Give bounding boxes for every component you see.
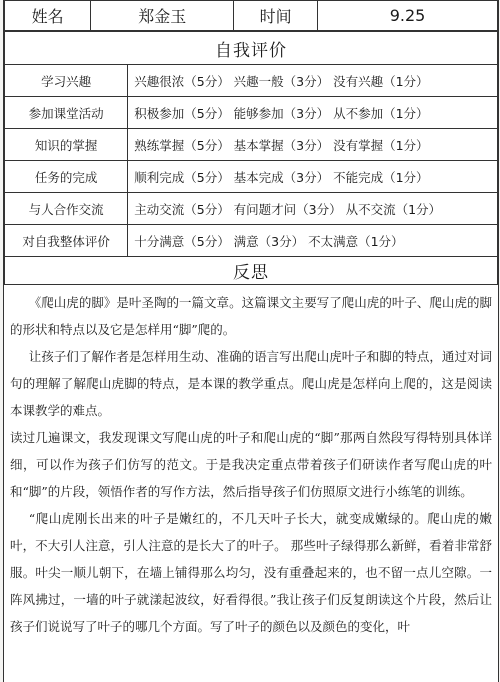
criteria-options: 兴趣很浓（5分） 兴趣一般（3分） 没有兴趣（1分） [128,65,498,97]
self-evaluation-title-row [5,32,498,65]
time-value: 9.25 [318,1,498,31]
criteria-label: 任务的完成 [5,161,128,193]
time-label: 时间 [234,1,318,31]
header-table [4,0,498,31]
evaluation-sheet [3,0,499,682]
reflection-paragraph: 让孩子们了解作者是怎样用生动、准确的语言写出爬山虎叶子和脚的特点，通过对词句的理解了解爬山虎脚的特点，是本课的教学重点。爬山虎是怎样向上爬的，这是阅读本课教学的难点。 [10,349,492,418]
name-label: 姓名 [5,1,91,31]
reflection-paragraph: 读过几遍课文，我发现课文写爬山虎的叶子和爬山虎的“脚”那两自然段写得特别具体详细，可以作为孩子们仿写的范文。于是我决定重点带着孩子们研读作者写爬山虎的叶和“脚”的片段，领悟作者的写作方法，然后指导孩子们仿照原文进行小练笔的训练。 [10,430,492,499]
criteria-row [5,97,498,129]
criteria-options: 顺利完成（5分） 基本完成（3分） 不能完成（1分） [128,161,498,193]
criteria-row [5,65,498,97]
reflection-paragraph: 《爬山虎的脚》是叶圣陶的一篇文章。这篇课文主要写了爬山虎的叶子、爬山虎的脚的形状和特点以及它是怎样用“脚”爬的。 [10,295,492,337]
criteria-label: 学习兴趣 [5,65,128,97]
reflection-title-row [5,257,498,285]
criteria-row [5,129,498,161]
criteria-row [5,161,498,193]
criteria-options: 积极参加（5分） 能够参加（3分） 从不参加（1分） [128,97,498,129]
criteria-row [5,193,498,225]
header-row [5,1,498,31]
reflection-paragraph: “爬山虎刚长出来的叶子是嫩红的，不几天叶子长大，就变成嫩绿的。爬山虎的嫩叶，不大引人注意，引人注意的是长大了的叶子。 那些叶子绿得那么新鲜，看着非常舒服。叶尖一顺儿朝下，在墙上铺得那么均匀，没有重叠起来的，也不留一点儿空隙。一阵风拂过，一墙的叶子就漾起波纹，好看得很。”我让孩子们反复朗读这个片段，然后让孩子们说说写了叶子的哪几个方面。写了叶子的颜色以及颜色的变化，叶 [10,511,492,634]
criteria-label: 知识的掌握 [5,129,128,161]
criteria-label: 与人合作交流 [5,193,128,225]
criteria-label: 对自我整体评价 [5,225,128,257]
criteria-options: 熟练掌握（5分） 基本掌握（3分） 没有掌握（1分） [128,129,498,161]
criteria-options: 十分满意（5分） 满意（3分） 不太满意（1分） [128,225,498,257]
self-evaluation-table [4,31,498,285]
criteria-label: 参加课堂活动 [5,97,128,129]
criteria-row [5,225,498,257]
reflection-body [4,285,498,640]
reflection-title: 反思 [5,257,498,285]
name-value: 郑金玉 [91,1,234,31]
criteria-options: 主动交流（5分） 有问题才问（3分） 从不交流（1分） [128,193,498,225]
self-evaluation-title: 自我评价 [5,32,498,65]
